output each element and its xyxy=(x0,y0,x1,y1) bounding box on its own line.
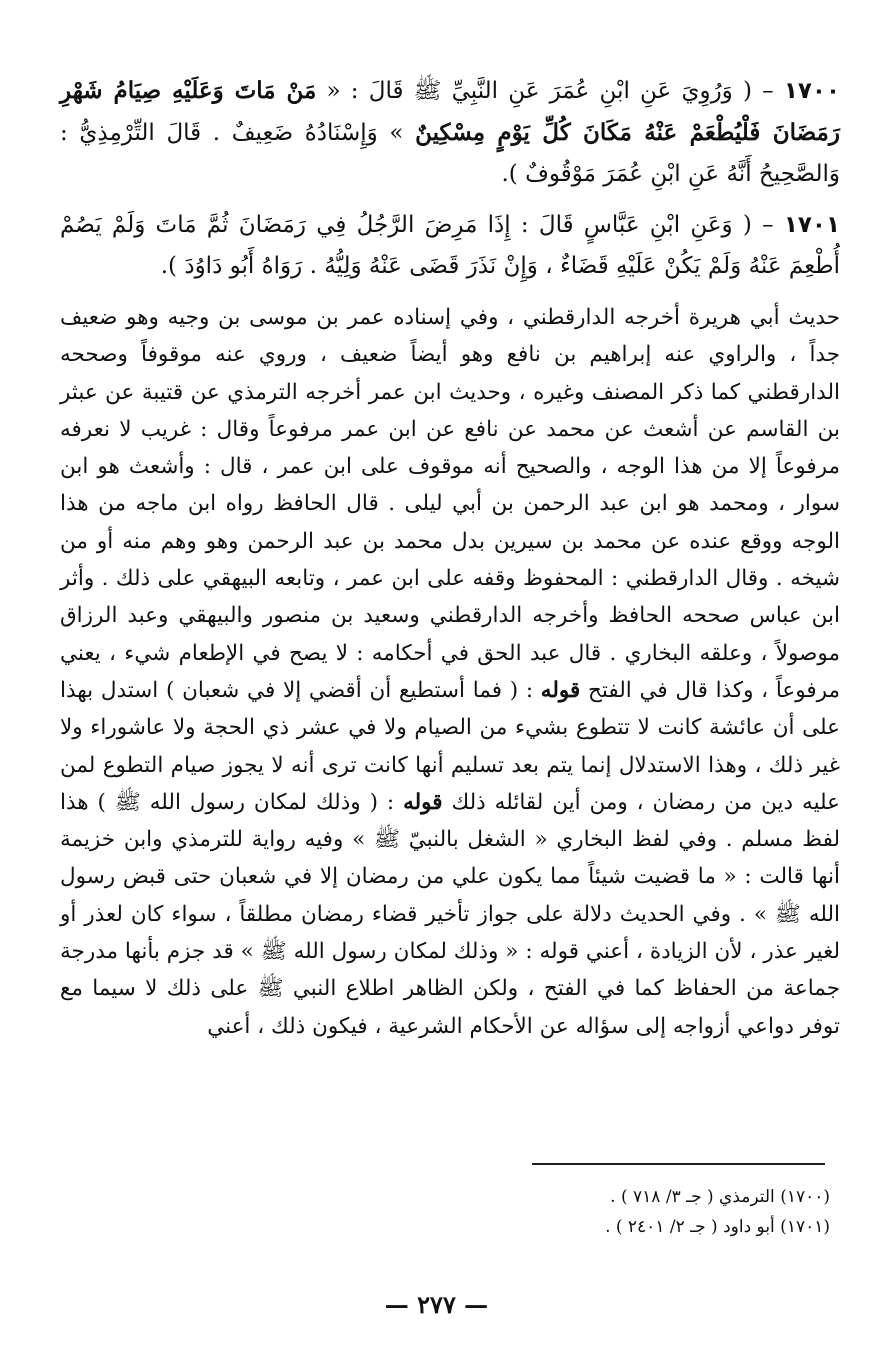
hadith-1701 xyxy=(60,205,840,287)
qawluhu-label: قوله xyxy=(540,677,581,703)
page-body xyxy=(60,70,840,1045)
footnote: (١٧٠١) أبو داود ( جـ ٢/ ٢٤٠١ ) . xyxy=(605,1217,830,1237)
commentary-text: : ( فما أستطيع أن أقضي إلا في شعبان ) استدل بهذا على أن عائشة كانت لا تتطوع بشيء من الصيام ولا في عشر ذي الحجة ولا عاشوراء ولا غير ذلك ، وهذا الاستدلال إنما يتم بعد تسليم أنها كانت ترى أنه لا يجوز صيام التطوع لمن عليه دين من رمضان ، ومن أين لقائله ذلك xyxy=(60,677,840,815)
hadith-intro: – ( وَرُوِيَ عَنِ ابْنِ عُمَرَ عَنِ النَّبِيِّ ﷺ قَالَ : « xyxy=(316,78,784,104)
hadith-number: ١٧٠٠ xyxy=(783,78,840,104)
hadith-text: – ( وَعَنِ ابْنِ عَبَّاسٍ قَالَ : إِذَا مَرِضَ الرَّجُلُ فِي رَمَضَانَ ثُمَّ مَاتَ وَلَمْ يَصُمْ أُطْعِمَ عَنْهُ وَلَمْ يَكُنْ عَلَيْهِ قَضَاءٌ ، وَإِنْ نَذَرَ قَضَى عَنْهُ وَلِيُّهُ . رَوَاهُ أَبُو دَاوُدَ ). xyxy=(60,212,840,279)
hadith-matn: مَنْ مَاتَ وَعَلَيْهِ صِيَامُ شَهْرِ رَمَضَانَ فَلْيُطْعَمْ عَنْهُ مَكَانَ كُلِّ يَوْمٍ مِسْكِينٌ xyxy=(60,77,840,146)
qawluhu-label: قوله xyxy=(403,789,443,815)
page-number: — ٢٧٧ — xyxy=(384,1290,489,1319)
footnote-divider xyxy=(532,1163,825,1165)
commentary xyxy=(60,299,840,1045)
commentary-text: حديث أبي هريرة أخرجه الدارقطني ، وفي إسناده عمر بن موسى بن وجيه وهو ضعيف جداً ، والراوي عنه إبراهيم بن نافع وهو أيضاً ضعيف ، وروي عنه موقوفاً وصححه الدارقطني كما ذكر المصنف وغيره ، وحديث ابن عمر أخرجه الترمذي عن قتيبة عن عبثر بن القاسم عن أشعث عن محمد عن نافع عن ابن عمر مرفوعاً وقال : غريب لا نعرفه مرفوعاً إلا من هذا الوجه ، والصحيح أنه موقوف على ابن عمر ، قال : وأشعث هو ابن سوار ، ومحمد هو ابن عبد الرحمن بن أبي ليلى . قال الحافظ رواه ابن ماجه من هذا الوجه ووقع عنده عن محمد بن سيرين بدل محمد بن عبد الرحمن وهو وهم منه أو من شيخه . وقال الدارقطني : المحفوظ وقفه على ابن عمر ، وتابعه البيهقي على ذلك . وأثر ابن عباس صححه الحافظ وأخرجه الدارقطني وسعيد بن منصور والبيهقي وعبد الرزاق موصولاً ، وعلقه البخاري . قال عبد الحق في أحكامه : لا يصح في الإطعام شيء ، يعني مرفوعاً ، وكذا قال في الفتح xyxy=(60,305,840,703)
hadith-number: ١٧٠١ xyxy=(783,212,840,238)
commentary-text: : ( وذلك لمكان رسول الله ﷺ ) هذا لفظ مسلم . وفي لفظ البخاري « الشغل بالنبيّ ﷺ » وفيه رواية للترمذي وابن خزيمة أنها قالت : « ما قضيت شيئاً مما يكون علي من رمضان إلا في شعبان حتى قبض رسول الله ﷺ » . وفي الحديث دلالة على جواز تأخير قضاء رمضان مطلقاً ، سواء كان لعذر أو لغير عذر ، لأن الزيادة ، أعني قوله : « وذلك لمكان رسول الله ﷺ » قد جزم بأنها مدرجة جماعة من الحفاظ كما في الفتح ، ولكن الظاهر اطلاع النبي ﷺ على ذلك لا سيما مع توفر دواعي أزواجه إلى سؤاله عن الأحكام الشرعية ، فيكون ذلك ، أعني xyxy=(60,789,840,1039)
footnotes xyxy=(540,1182,830,1242)
hadith-rest: » وَإِسْنَادُهُ ضَعِيفٌ . قَالَ التِّرْمِذِيُّ : وَالصَّحِيحُ أَنَّهُ عَنِ ابْنِ عُمَرَ مَوْقُوفٌ ). xyxy=(60,120,840,187)
hadith-1700 xyxy=(60,70,840,195)
footnote: (١٧٠٠) الترمذي ( جـ ٣/ ٧١٨ ) . xyxy=(610,1187,830,1207)
